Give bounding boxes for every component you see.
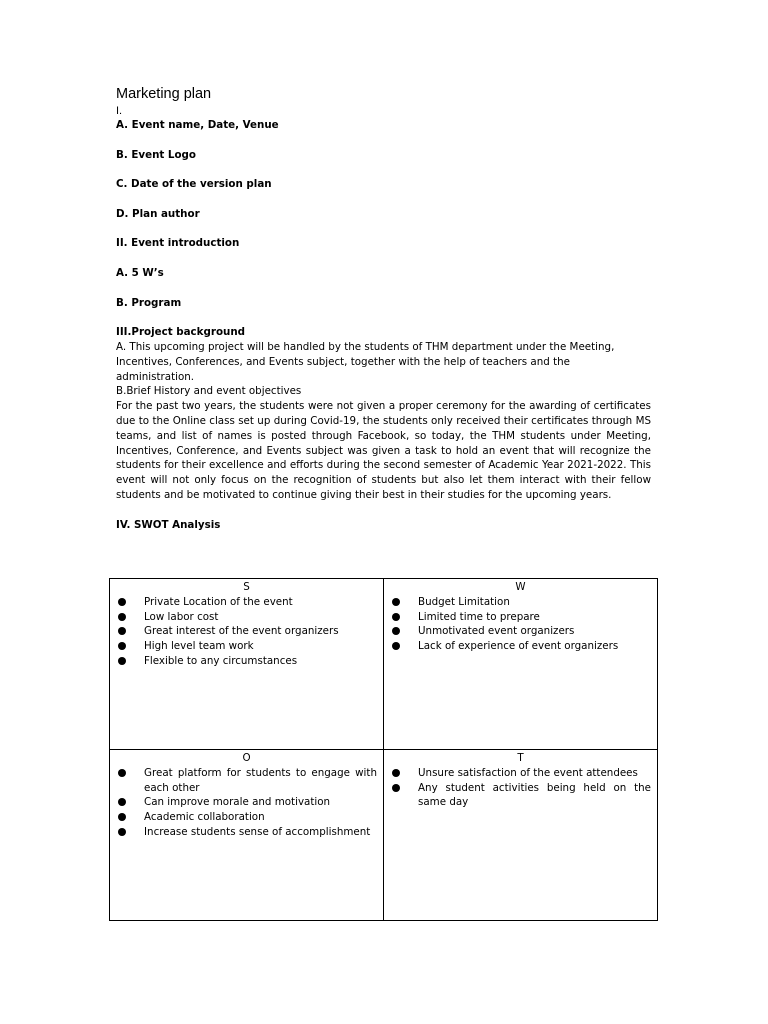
list-item: Budget Limitation: [390, 595, 651, 610]
list-item: Lack of experience of event organizers: [390, 639, 651, 654]
swot-cell-strengths: [110, 579, 384, 750]
list-item: Academic collaboration: [116, 810, 377, 825]
list-item: Private Location of the event: [116, 595, 377, 610]
heading-swot-analysis: IV. SWOT Analysis: [116, 518, 221, 531]
list-item: Low labor cost: [116, 610, 377, 625]
list-item: Unsure satisfaction of the event attendees: [390, 766, 651, 781]
opportunities-list: [116, 766, 377, 840]
list-item: Increase students sense of accomplishment: [116, 825, 377, 840]
document-body: [116, 118, 651, 532]
section-i-heading: I.: [116, 105, 123, 117]
heading-5ws: A. 5 W’s: [116, 266, 164, 279]
swot-label-o: O: [242, 752, 251, 764]
swot-table: [109, 578, 658, 921]
list-item: Limited time to prepare: [390, 610, 651, 625]
list-item: Can improve morale and motivation: [116, 795, 377, 810]
heading-event-logo: B. Event Logo: [116, 148, 196, 161]
list-item: Great interest of the event organizers: [116, 624, 377, 639]
heading-plan-author: D. Plan author: [116, 207, 200, 220]
list-item: Flexible to any circumstances: [116, 654, 377, 669]
swot-label-s: S: [243, 581, 250, 593]
swot-label-w: W: [515, 581, 526, 593]
swot-label-t: T: [517, 752, 524, 764]
list-item: High level team work: [116, 639, 377, 654]
paragraph-brief-history: For the past two years, the students were not given a proper ceremony for the awarding of certificates due to the Online class set up during Covid-19, the students only received their certificates through MS teams, and list of names is posted through Facebook, so today, the THM students under Meeting, Incentives, Conference, and Events subject was given a task to hold an event that will recognize the students for their excellence and efforts during the second semester of Academic Year 2021-2022. This event will not only focus on the recognition of students but also let them interact with their fellow students and be motivated to continue giving their best in their studies for the upcoming years.: [116, 400, 651, 501]
swot-row-bottom: [110, 750, 658, 921]
strengths-list: [116, 595, 377, 669]
heading-event-name: A. Event name, Date, Venue: [116, 119, 279, 131]
list-item: Any student activities being held on the same day: [390, 781, 651, 811]
swot-cell-opportunities: [110, 750, 384, 921]
heading-brief-history: B.Brief History and event objectives: [116, 385, 302, 398]
document-title: Marketing plan: [116, 86, 212, 102]
list-item: Unmotivated event organizers: [390, 624, 651, 639]
heading-version-date: C. Date of the version plan: [116, 178, 272, 191]
weaknesses-list: [390, 595, 651, 654]
swot-row-top: [110, 579, 658, 750]
paragraph-project-background: A. This upcoming project will be handled by the students of THM department under the Meeting, Incentives, Conferences, and Events subject, together with the help of teachers and the administration.: [116, 340, 615, 383]
list-item: Great platform for students to engage with each other: [116, 766, 377, 796]
threats-list: [390, 766, 651, 810]
swot-cell-threats: [384, 750, 658, 921]
heading-project-background: III.Project background: [116, 326, 246, 339]
swot-cell-weaknesses: [384, 579, 658, 750]
heading-program: B. Program: [116, 296, 182, 309]
heading-event-introduction: II. Event introduction: [116, 237, 240, 250]
